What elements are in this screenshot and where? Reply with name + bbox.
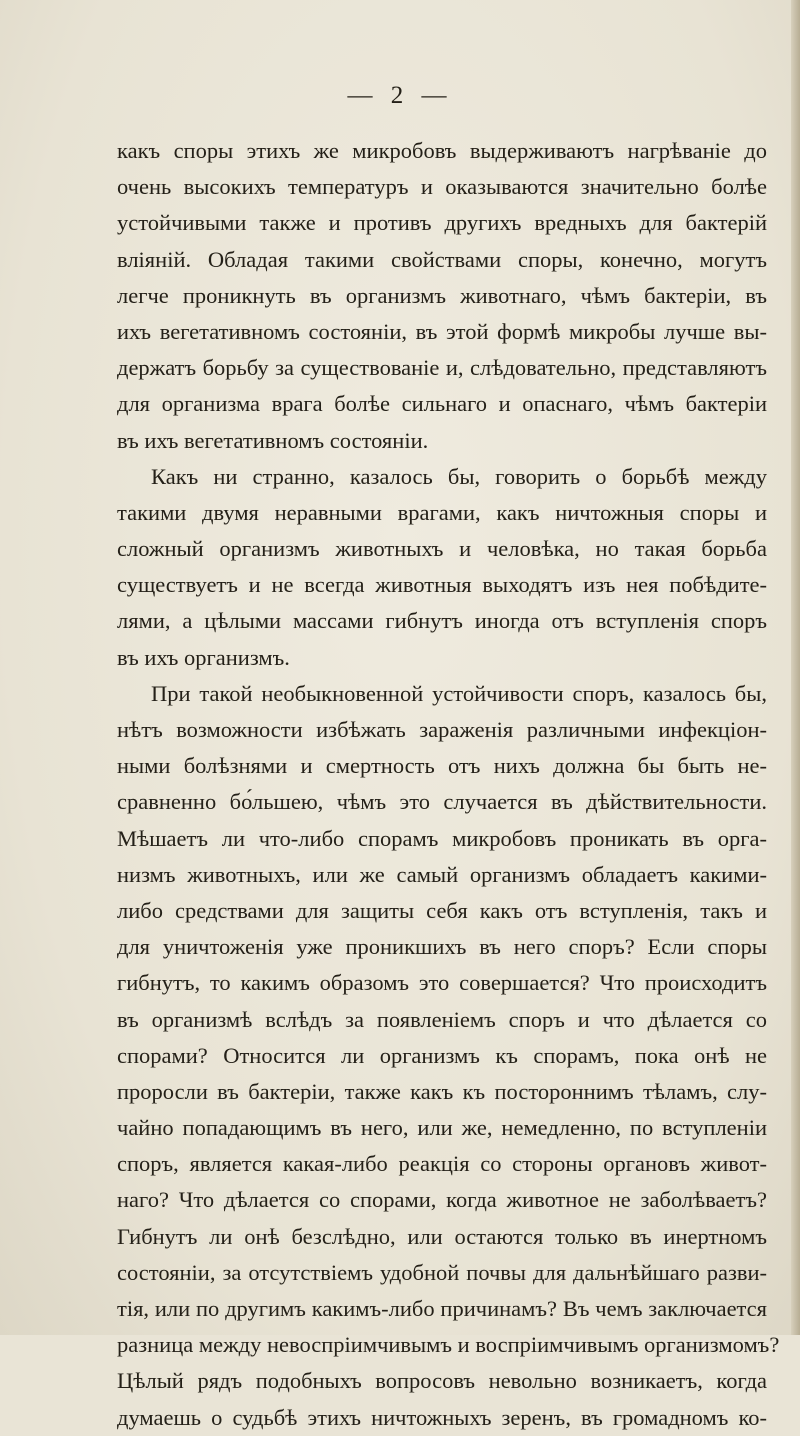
text-line: сравненно бо́льшею, чѣмъ это случается въ дѣйствительности.: [117, 789, 767, 815]
text-line: Цѣлый рядъ подобныхъ вопросовъ невольно возникаетъ, когда: [117, 1368, 767, 1394]
text-line: либо средствами для защиты себя какъ отъ вступленія, такъ и: [117, 897, 767, 923]
text-line: спорами? Относится ли организмъ къ спорамъ, пока онѣ не: [117, 1042, 767, 1068]
text-line: вліяній. Обладая такими свойствами споры, конечно, могутъ: [117, 246, 767, 272]
text-line: чайно попадающимъ въ него, или же, немедленно, по вступленіи: [117, 1115, 767, 1141]
text-line: разница между невоспріимчивымъ и воспріимчивымъ организмомъ?: [117, 1332, 780, 1358]
text-line: ихъ вегетативномъ состояніи, въ этой формѣ микробы лучше вы-: [117, 318, 767, 344]
text-line: очень высокихъ температуръ и оказываются значительно болѣе: [117, 174, 767, 200]
text-line: проросли въ бактеріи, также какъ къ постороннимъ тѣламъ, слу-: [117, 1078, 767, 1104]
text-line: существуетъ и не всегда животныя выходятъ изъ нея побѣдите-: [117, 572, 767, 598]
text-line: въ ихъ организмъ.: [117, 644, 290, 670]
text-line: низмъ животныхъ, или же самый организмъ обладаетъ какими-: [117, 861, 767, 887]
text-line: такими двумя неравными врагами, какъ ничтожныя споры и: [117, 499, 767, 525]
text-line: устойчивыми также и противъ другихъ вредныхъ для бактерій: [117, 210, 767, 236]
page-edge: [791, 0, 800, 1335]
text-line: держатъ борьбу за существованіе и, слѣдовательно, представляютъ: [117, 355, 767, 381]
text-line: ными болѣзнями и смертность отъ нихъ должна бы быть не-: [117, 753, 767, 779]
text-line: нѣтъ возможности избѣжать зараженія различными инфекціон-: [117, 717, 767, 742]
text-line: какъ споры этихъ же микробовъ выдерживаютъ нагрѣваніе до: [117, 138, 767, 163]
text-line: думаешь о судьбѣ этихъ ничтожныхъ зеренъ, въ громадномъ ко-: [117, 1404, 767, 1430]
paragraph-first-line: Какъ ни странно, казалось бы, говорить о борьбѣ между: [151, 463, 767, 489]
text-line: для уничтоженія уже проникшихъ въ него споръ? Если споры: [117, 934, 767, 960]
page-number: — 2 —: [347, 82, 453, 109]
text-line: споръ, является какая-либо реакція со стороны органовъ живот-: [117, 1151, 767, 1177]
text-line: гибнутъ, то какимъ образомъ это совершается? Что происходитъ: [117, 970, 767, 996]
paragraph-first-line: При такой необыкновенной устойчивости споръ, казалось бы,: [151, 680, 767, 706]
text-line: Гибнутъ ли онѣ безслѣдно, или остаются только въ инертномъ: [117, 1223, 767, 1249]
text-line: легче проникнуть въ организмъ животнаго, чѣмъ бактеріи, въ: [117, 282, 767, 308]
text-line: сложный организмъ животныхъ и человѣка, но такая борьба: [117, 536, 767, 562]
text-line: Мѣшаетъ ли что-либо спорамъ микробовъ проникать въ орга-: [117, 825, 767, 851]
body-text: [117, 133, 780, 1436]
text-line: наго? Что дѣлается со спорами, когда животное не заболѣваетъ?: [117, 1187, 767, 1213]
text-line: тія, или по другимъ какимъ-либо причинамъ? Въ чемъ заключается: [117, 1296, 767, 1321]
text-line: для организма врага болѣе сильнаго и опаснаго, чѣмъ бактеріи: [117, 391, 767, 417]
text-line: состояніи, за отсутствіемъ удобной почвы для дальнѣйшаго разви-: [117, 1259, 767, 1285]
text-line: въ ихъ вегетативномъ состояніи.: [117, 427, 429, 453]
text-line: въ организмѣ вслѣдъ за появленіемъ споръ и что дѣлается со: [117, 1006, 767, 1032]
text-line: лями, а цѣлыми массами гибнутъ иногда отъ вступленія споръ: [117, 608, 767, 634]
